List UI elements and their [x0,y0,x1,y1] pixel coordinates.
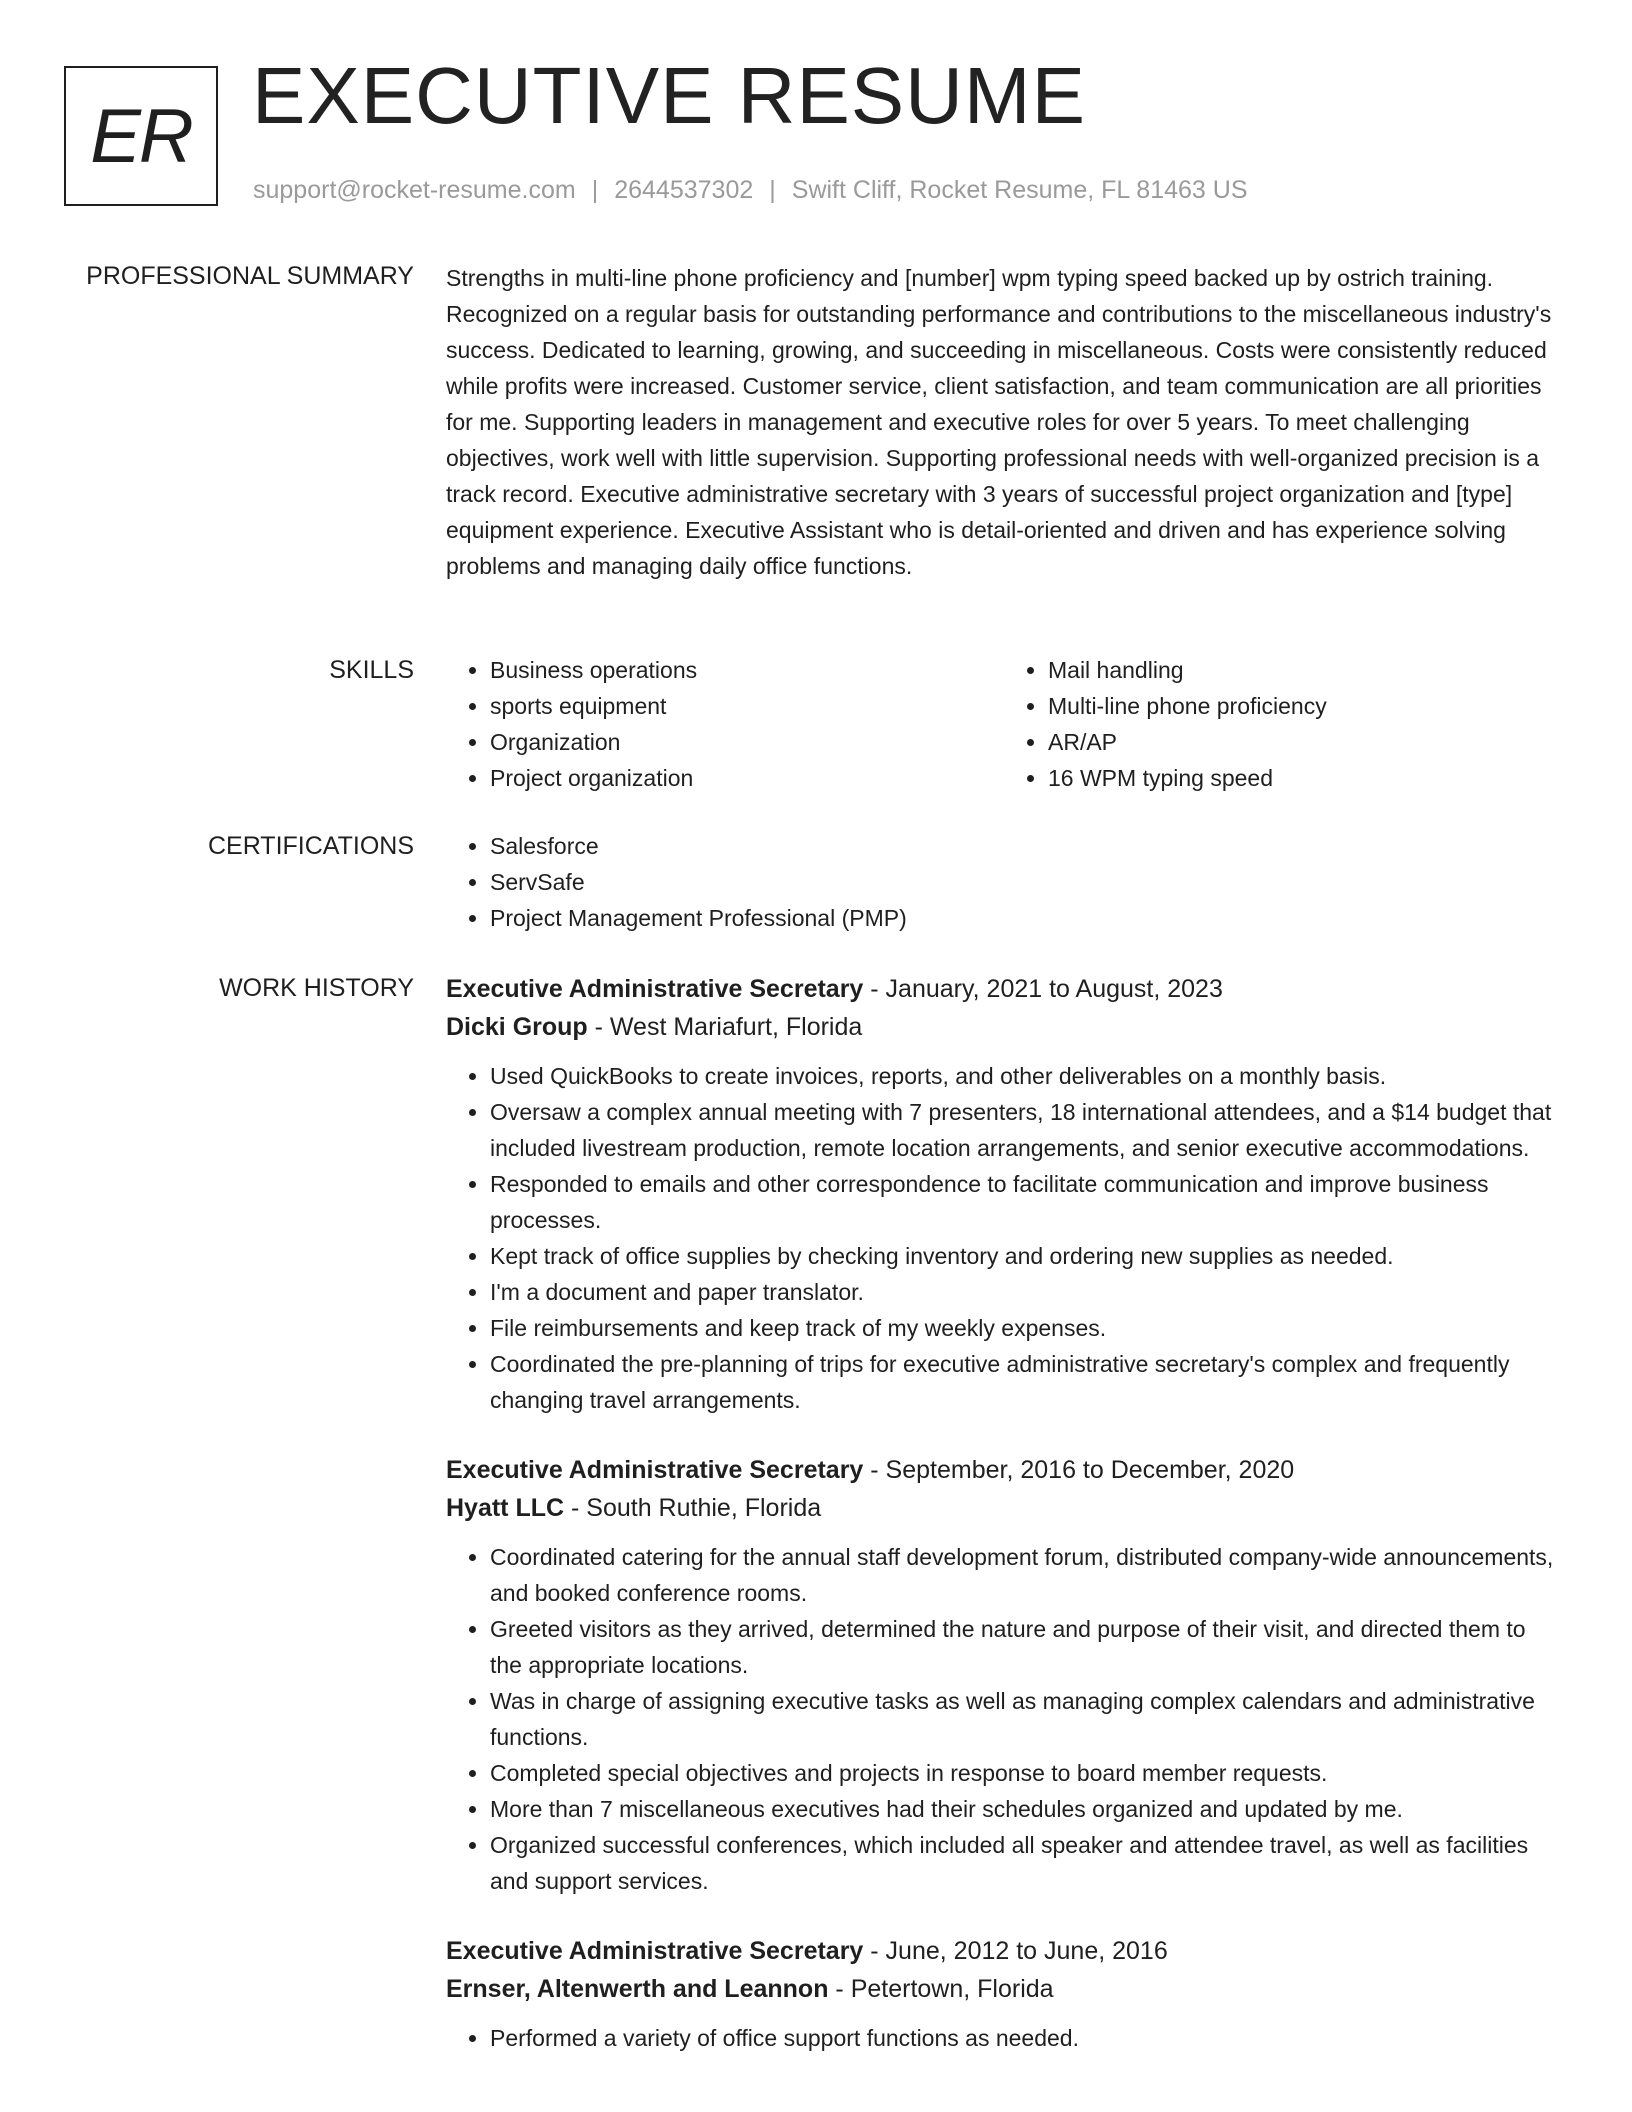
skills-column-left [446,652,1004,796]
job-bullets [446,1539,1562,1899]
job-title-line [446,1451,1562,1489]
job-location: - South Ruthie, Florida [564,1494,822,1522]
job-bullet: • Used QuickBooks to create invoices, reports, and other deliverables on a monthly basis. [490,1058,1562,1094]
skills-column-right [1004,652,1562,796]
job-entry [446,970,1562,1418]
monogram: ER [64,66,218,206]
skill-item: • Project organization [490,760,1004,796]
job-dates: - June, 2012 to June, 2016 [863,1937,1168,1965]
contact-line [253,176,1248,205]
certifications-list [446,828,1562,936]
job-bullet: • Coordinated the pre-planning of trips for executive administrative secretary's complex and frequently changing travel arrangements. [490,1346,1562,1418]
separator: | [769,176,776,204]
job-role: Executive Administrative Secretary [446,1456,864,1484]
skill-item: • Multi-line phone proficiency [1048,688,1562,724]
job-entry [446,1932,1562,2056]
address: Swift Cliff, Rocket Resume, FL 81463 US [791,176,1248,204]
skill-item: • 16 WPM typing speed [1048,760,1562,796]
job-bullets [446,1058,1562,1418]
job-bullet: • Responded to emails and other correspondence to facilitate communication and improve business processes. [490,1166,1562,1238]
summary-text: Strengths in multi-line phone proficiency and [number] wpm typing speed backed up by ostrich training. Recognized on a regular basis for outstanding performance and contributions to the miscellaneous industry's success. Dedicated to learning, growing, and succeeding in miscellaneous. Costs were consistently reduced while profits were increased. Customer service, client satisfaction, and team communication are all priorities for me. Supporting leaders in management and executive roles for over 5 years. To meet challenging objectives, work well with little supervision. Supporting professional needs with well-organized precision is a track record. Executive administrative secretary with 3 years of successful project organization and [type] equipment experience. Executive Assistant who is detail-oriented and driven and has experience solving problems and managing daily office functions. [446,265,1552,579]
certification-item: • Salesforce [490,828,1562,864]
skill-item: • Mail handling [1048,652,1562,688]
job-dates: - September, 2016 to December, 2020 [863,1456,1295,1484]
section-title-summary: PROFESSIONAL SUMMARY [86,262,414,290]
skill-item: • AR/AP [1048,724,1562,760]
job-role: Executive Administrative Secretary [446,975,864,1003]
work-history-list [446,970,1562,2089]
job-location: - West Mariafurt, Florida [587,1013,863,1041]
job-bullet: • Performed a variety of office support functions as needed. [490,2020,1562,2056]
phone[interactable]: 2644537302 [614,176,754,204]
section-title-certifications: CERTIFICATIONS [207,832,414,860]
section-title-skills: SKILLS [329,656,414,684]
job-company-line [446,1970,1562,2008]
job-bullet: • Organized successful conferences, which included all speaker and attendee travel, as well as facilities and support services. [490,1827,1562,1899]
job-bullet: • More than 7 miscellaneous executives had their schedules organized and updated by me. [490,1791,1562,1827]
job-bullet: • Was in charge of assigning executive tasks as well as managing complex calendars and administrative functions. [490,1683,1562,1755]
job-entry [446,1451,1562,1899]
job-title-line [446,970,1562,1008]
job-title-line [446,1932,1562,1970]
job-company: Dicki Group [446,1013,588,1041]
section-title-work-history: WORK HISTORY [219,974,414,1002]
job-bullet: • Oversaw a complex annual meeting with 7 presenters, 18 international attendees, and a $14 budget that included livestream production, remote location arrangements, and senior executive accommodations. [490,1094,1562,1166]
skills-list [446,652,1562,796]
separator: | [591,176,599,204]
job-company: Ernser, Altenwerth and Leannon [446,1975,829,2003]
certification-item: • ServSafe [490,864,1562,900]
job-role: Executive Administrative Secretary [446,1937,864,1965]
job-bullet: • Kept track of office supplies by checking inventory and ordering new supplies as needed. [490,1238,1562,1274]
job-company-line [446,1008,1562,1046]
job-location: - Petertown, Florida [828,1975,1054,2003]
skill-item: • Business operations [490,652,1004,688]
job-company: Hyatt LLC [446,1494,565,1522]
job-bullet: • File reimbursements and keep track of my weekly expenses. [490,1310,1562,1346]
resume-title: EXECUTIVE RESUME [252,51,1086,140]
email[interactable]: support@rocket-resume.com [253,176,576,204]
job-bullet: • Completed special objectives and projects in response to board member requests. [490,1755,1562,1791]
skill-item: • Organization [490,724,1004,760]
job-company-line [446,1489,1562,1527]
job-bullets [446,2020,1562,2056]
certification-item: • Project Management Professional (PMP) [490,900,1562,936]
job-bullet: • Coordinated catering for the annual staff development forum, distributed company-wide announcements, and booked conference rooms. [490,1539,1562,1611]
job-dates: - January, 2021 to August, 2023 [863,975,1223,1003]
job-bullet: • I'm a document and paper translator. [490,1274,1562,1310]
skill-item: • sports equipment [490,688,1004,724]
job-bullet: • Greeted visitors as they arrived, determined the nature and purpose of their visit, and directed them to the appropriate locations. [490,1611,1562,1683]
